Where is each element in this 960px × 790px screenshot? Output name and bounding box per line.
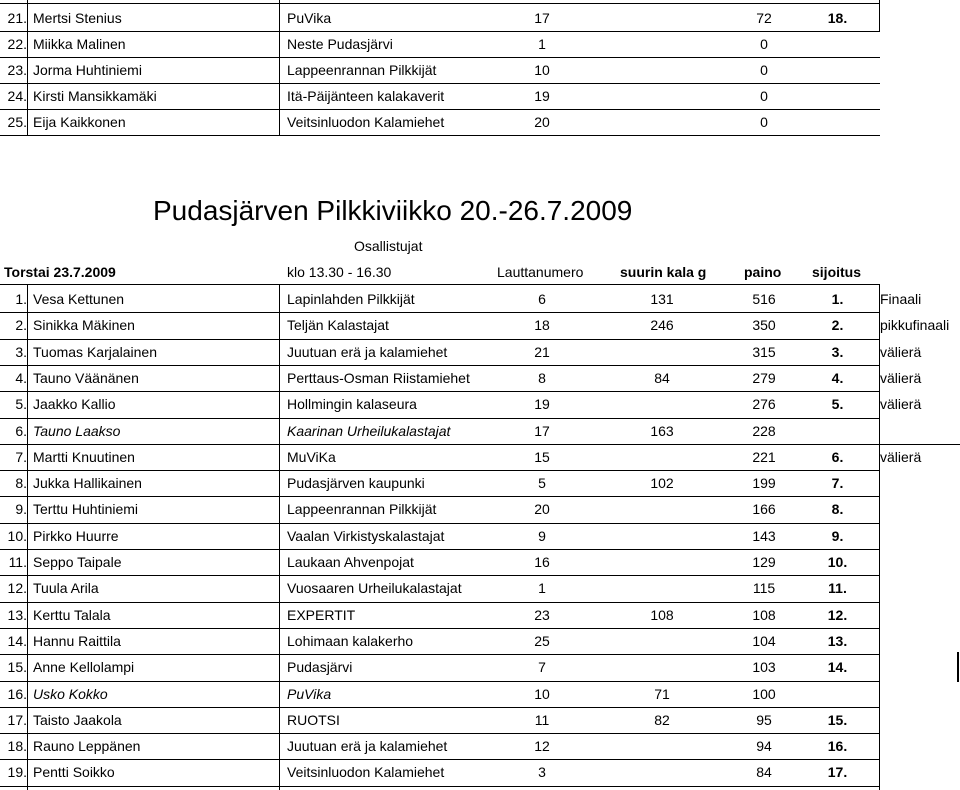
cell-name: Seppo Taipale [33,554,122,570]
cell-num: 10. [7,527,27,544]
cell-paino: 0 [760,88,768,104]
cell-name: Anne Kellolampi [33,659,135,676]
cell-paino: 103 [752,659,776,676]
cell-lauta: 6 [538,291,546,307]
cell-sij: 2. [831,317,844,334]
row-divider [0,759,880,760]
cell-lauta: 19 [534,88,550,104]
cell-kala: 163 [650,422,674,439]
cell-sij [815,418,860,444]
cell-lauta: 3 [538,764,546,781]
cell-kala: 102 [650,475,674,492]
table-row [0,444,960,470]
cell-lauta: 20 [534,501,550,518]
cell-sij: 11. [828,580,847,597]
cell-num: 19. [7,764,27,781]
cell-num: 16. [7,685,27,702]
cell-name: Tuomas Karjalainen [33,343,157,360]
cell-sij [815,31,860,57]
cell-lauta: 12 [534,738,550,755]
row-divider [0,109,880,110]
cell-paino: 516 [752,291,776,307]
cell-num: 21. [7,10,27,26]
cell-kala [622,57,702,83]
row-divider [0,284,880,285]
cell-club: Pudasjärvi [287,659,353,676]
cell-club: PuVika [287,685,332,702]
cell-paino: 100 [752,685,776,702]
cell-num: 2. [15,317,27,334]
row-divider [0,786,880,787]
row-divider [0,523,880,524]
cell-num: 23. [7,62,27,78]
cell-fin: välierä [880,448,922,465]
row-divider [0,733,880,734]
cell-name: Vesa Kettunen [33,291,125,307]
cell-name: Jorma Huhtiniemi [33,62,142,78]
cell-num: 8. [15,475,27,492]
cell-name: Kirsti Mansikkamäki [33,88,157,104]
row-divider [0,83,880,84]
cell-club: Juutuan erä ja kalamiehet [287,738,448,755]
cell-lauta: 20 [534,114,550,130]
row-divider [0,57,880,58]
cell-club: Lappeenrannan Pilkkijät [287,501,437,518]
cell-lauta: 15 [534,448,550,465]
cell-kala: 246 [650,317,674,334]
cell-name: Tauno Väänänen [33,369,139,386]
cell-lauta: 19 [534,396,550,413]
cell-club: Perttaus-Osman Riistamiehet [287,369,470,386]
cell-sij: 16. [827,738,848,755]
cell-fin: pikkufinaali [880,317,950,334]
cell-sij: 7. [831,475,844,492]
row-divider [0,312,880,313]
cell-num: 9. [15,501,27,518]
cell-club: MuViKa [287,448,336,465]
cell-sij: 4. [831,369,844,386]
cell-club: Neste Pudasjärvi [287,36,393,52]
row-divider [0,628,880,629]
cell-lauta: 25 [534,632,550,649]
cell-sij [815,109,860,135]
cell-kala [622,549,702,575]
table-row [0,523,960,549]
cell-paino: 0 [760,114,768,130]
cell-lauta: 16 [534,554,550,570]
cell-num: 24. [7,88,27,104]
row-divider [0,470,880,471]
column-divider [879,284,880,790]
cell-paino: 276 [752,396,776,413]
cell-paino: 199 [752,475,776,492]
cell-divider-mark [957,652,959,682]
table-row [0,496,960,522]
cell-kala: 84 [654,369,670,386]
cell-sij: 1. [831,291,844,307]
cell-sij: 8. [831,501,844,518]
col-header-paino: paino [744,264,782,280]
cell-kala: 131 [650,291,674,307]
cell-paino: 104 [752,632,776,649]
cell-num: 22. [7,36,27,52]
cell-name: Pirkko Huurre [33,527,119,544]
row-divider [0,681,880,682]
row-divider [0,339,880,340]
cell-club: Itä-Päijänteen kalakaverit [287,88,445,104]
row-divider [0,444,960,445]
cell-lauta: 17 [534,422,550,439]
cell-kala [622,83,702,109]
cell-club: Hollmingin kalaseura [287,396,417,413]
cell-num: 6. [15,422,27,439]
cell-name: Tuula Arila [33,580,99,597]
cell-kala [622,575,702,601]
cell-kala [622,339,702,365]
cell-kala [622,391,702,417]
cell-paino: 95 [756,711,772,728]
row-divider [0,654,880,655]
table-row [0,339,960,365]
cell-lauta: 1 [538,580,546,597]
cell-paino: 94 [756,738,772,755]
col-header-lauttanumero: Lauttanumero [497,264,584,280]
cell-name: Hannu Raittila [33,632,121,649]
table-row [0,83,960,109]
row-divider [0,3,880,4]
page-title: Pudasjärven Pilkkiviikko 20.-26.7.2009 [153,195,633,226]
cell-fin: välierä [880,396,922,413]
cell-sij: 5. [831,396,844,413]
cell-club: Vuosaaren Urheilukalastajat [287,580,462,597]
cell-num: 15. [7,659,27,676]
cell-lauta: 21 [534,343,550,360]
cell-name: Terttu Huhtiniemi [33,501,139,518]
column-divider [27,0,28,135]
cell-fin: Finaali [880,291,922,307]
column-divider [279,284,280,790]
cell-paino: 0 [760,36,768,52]
cell-lauta: 17 [534,10,550,26]
cell-kala [622,759,702,785]
cell-sij: 10. [827,554,848,570]
table-row [0,31,960,57]
cell-num: 5. [15,396,27,413]
cell-sij: 3. [831,343,844,360]
cell-club: RUOTSI [287,711,340,728]
cell-paino: 315 [752,343,776,360]
table-row [0,109,960,135]
cell-lauta: 7 [538,659,546,676]
cell-sij [815,681,860,707]
cell-lauta: 5 [538,475,546,492]
cell-sij: 12. [827,606,848,623]
cell-name: Taisto Jaakola [33,711,122,728]
cell-name: Kerttu Talala [33,606,111,623]
cell-name: Jukka Hallikainen [33,475,142,492]
col-header-suurin-kala: suurin kala g [620,264,707,280]
cell-club: Veitsinluodon Kalamiehet [287,114,445,130]
cell-num: 3. [15,343,27,360]
cell-name: Miikka Malinen [33,36,126,52]
cell-paino: 0 [760,62,768,78]
row-divider [0,135,880,136]
cell-club: Lapinlahden Pilkkijät [287,291,415,307]
subtitle: Osallistujat [354,238,423,254]
cell-kala: 71 [654,685,670,702]
cell-club: Juutuan erä ja kalamiehet [287,343,448,360]
cell-num: 18. [7,738,27,755]
cell-name: Eija Kaikkonen [33,114,126,130]
cell-paino: 72 [756,10,772,26]
table-row [0,707,960,733]
cell-lauta: 23 [534,606,550,623]
cell-name: Jaakko Kallio [33,396,116,413]
cell-club: Pudasjärven kaupunki [287,475,425,492]
cell-lauta: 18 [534,317,550,334]
cell-num: 17. [7,711,27,728]
table-row [0,286,960,312]
cell-lauta: 1 [538,36,546,52]
cell-paino: 115 [752,580,776,597]
table-row [0,628,960,654]
cell-sij: 6. [831,448,844,465]
cell-num: 1. [15,291,27,307]
cell-kala [622,444,702,470]
row-divider [0,391,880,392]
table-row [0,5,960,31]
cell-kala [622,523,702,549]
cell-name: Rauno Leppänen [33,738,141,755]
cell-sij [815,83,860,109]
cell-name: Martti Knuutinen [33,448,135,465]
cell-name: Pentti Soikko [33,764,115,781]
cell-kala [622,628,702,654]
cell-paino: 279 [752,369,776,386]
table-row [0,470,960,496]
cell-name: Sinikka Mäkinen [33,317,135,334]
cell-club: Kaarinan Urheilukalastajat [287,422,451,439]
cell-lauta: 10 [534,685,550,702]
cell-fin: välierä [880,369,922,386]
cell-kala [622,654,702,680]
row-divider [0,549,880,550]
cell-club: Teljän Kalastajat [287,317,389,334]
cell-paino: 108 [752,606,776,623]
table-row [0,654,960,680]
cell-kala: 108 [650,606,674,623]
cell-num: 14. [7,632,27,649]
cell-lauta: 10 [534,62,550,78]
column-divider [27,284,28,790]
cell-sij: 9. [831,527,844,544]
cell-club: Veitsinluodon Kalamiehet [287,764,445,781]
row-divider [0,31,880,32]
cell-sij: 15. [827,711,848,728]
cell-num: 13. [7,606,27,623]
cell-kala [622,109,702,135]
cell-kala [622,733,702,759]
cell-club: Vaalan Virkistyskalastajat [287,527,445,544]
cell-paino: 228 [752,422,776,439]
cell-name: Tauno Laakso [33,422,121,439]
cell-name: Usko Kokko [33,685,108,702]
cell-club: PuVika [287,10,332,26]
cell-club: Lohimaan kalakerho [287,632,414,649]
cell-sij: 14. [827,659,848,676]
row-divider [0,602,880,603]
cell-name: Mertsi Stenius [33,10,122,26]
cell-num: 25. [7,114,27,130]
cell-sij: 17. [827,764,848,781]
row-divider [0,575,880,576]
row-divider [0,707,880,708]
cell-kala: 82 [654,711,670,728]
cell-sij [815,57,860,83]
table-row [0,57,960,83]
col-header-sijoitus: sijoitus [812,264,862,280]
cell-paino: 221 [752,448,776,465]
row-divider [0,496,880,497]
table-row [0,733,960,759]
table-row [0,549,960,575]
cell-sij: 18. [827,10,848,26]
cell-num: 12. [7,580,27,597]
cell-club: EXPERTIT [287,606,356,623]
table-row [0,365,960,391]
cell-lauta: 8 [538,369,546,386]
cell-num: 7. [15,448,27,465]
cell-paino: 166 [752,501,776,518]
table-row [0,602,960,628]
cell-kala [622,31,702,57]
table-row [0,681,960,707]
cell-club: Lappeenrannan Pilkkijät [287,62,437,78]
table-row [0,312,960,338]
cell-paino: 84 [756,764,772,781]
cell-club: Laukaan Ahvenpojat [287,554,414,570]
cell-sij: 13. [827,632,848,649]
time-label: klo 13.30 - 16.30 [287,264,392,280]
cell-paino: 129 [752,554,776,570]
cell-kala [622,496,702,522]
cell-lauta: 9 [538,527,546,544]
cell-num: 4. [15,369,27,386]
column-divider [279,0,280,135]
day-label: Torstai 23.7.2009 [4,264,116,280]
cell-fin: välierä [880,343,922,360]
cell-paino: 143 [752,527,776,544]
cell-num: 11. [8,554,27,570]
cell-kala [622,5,702,31]
row-divider [0,365,880,366]
table-row [0,418,960,444]
cell-paino: 350 [752,317,776,334]
table-row [0,759,960,785]
table-row [0,575,960,601]
row-divider [0,418,880,419]
cell-lauta: 11 [534,711,550,728]
table-row [0,391,960,417]
column-divider [879,0,880,31]
